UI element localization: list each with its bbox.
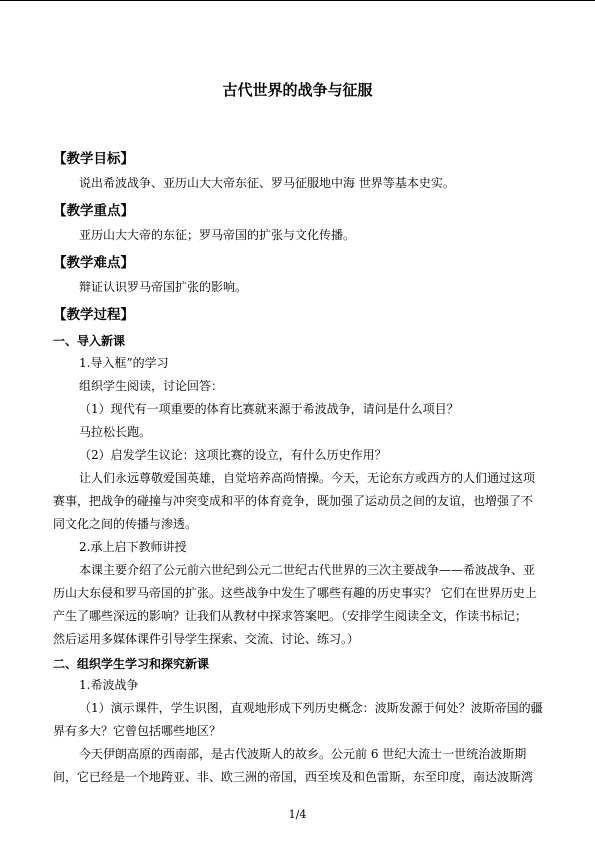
- top-rule: [0, 0, 595, 1]
- paragraph-line: 产生了哪些深远的影响？让我们从教材中探求答案吧。（安排学生阅读全文，作读书标记；: [53, 609, 528, 623]
- paragraph-line: 让人们永远尊敬爱国英雄，自觉培养高尚情操。今天，无论东方或西方的人们通过这项: [79, 471, 536, 485]
- paragraph-line: 组织学生阅读，讨论回答：: [79, 379, 224, 393]
- goals-heading: 【教学目标】: [53, 151, 134, 167]
- paragraph-line: 间，它已经是一个地跨亚、非、欧三洲的帝国，西至埃及和色雷斯，东至印度，南达波斯湾: [53, 770, 534, 784]
- key-points-heading: 【教学重点】: [53, 203, 134, 219]
- document-title: 古代世界的战争与征服: [222, 81, 373, 99]
- paragraph-line: （1）演示课件，学生识图，直观地形成下列历史概念：波斯发源于何处？波斯帝国的疆: [79, 701, 543, 715]
- section-1-sub-2: 2.承上启下教师讲授: [79, 540, 187, 554]
- paragraph-line: 然后运用多媒体课件引导学生探索、交流、讨论、练习。）: [53, 632, 360, 646]
- paragraph-line: （1）现代有一项重要的体育比赛就来源于希波战争，请问是什么项目？: [79, 402, 459, 416]
- section-1-sub-1: 1.导入框”的学习: [79, 356, 169, 370]
- difficulties-text: 辩证认识罗马帝国扩张的影响。: [79, 280, 248, 294]
- section-1-title: 一、导入新课: [53, 334, 126, 348]
- paragraph-line: 赛事，把战争的碰撞与冲突变成和平的体育竞争，既加强了运动员之间的友谊，也增强了不: [53, 494, 534, 508]
- paragraph-line: 本课主要介绍了公元前六世纪到公元二世纪古代世界的三次主要战争——希波战争、亚: [79, 563, 536, 577]
- process-heading: 【教学过程】: [53, 307, 134, 323]
- section-2-sub-1: 1.希波战争: [79, 678, 139, 692]
- section-2-title: 二、组织学生学习和探究新课: [53, 657, 210, 671]
- paragraph-line: （2）启发学生议论：这项比赛的设立，有什么历史作用？: [79, 448, 387, 462]
- difficulties-heading: 【教学难点】: [53, 255, 134, 271]
- paragraph-line: 界有多大？它曾包括哪些地区？: [53, 724, 222, 738]
- goals-text: 说出希波战争、亚历山大大帝东征、罗马征服地中海 世界等基本史实。: [79, 176, 455, 190]
- page-number: 1/4: [288, 808, 307, 821]
- paragraph-line: 同文化之间的传播与渗透。: [53, 517, 198, 531]
- paragraph-line: 今天伊朗高原的西南部，是古代波斯人的故乡。公元前 6 世纪大流士一世统治波斯期: [79, 747, 527, 761]
- paragraph-line: 马拉松长跑。: [79, 425, 152, 439]
- paragraph-line: 历山大东侵和罗马帝国的扩张。这些战争中发生了哪些有趣的历史事实？ 它们在世界历史上: [53, 586, 537, 600]
- key-points-text: 亚历山大大帝的东征；罗马帝国的扩张与文化传播。: [79, 228, 356, 242]
